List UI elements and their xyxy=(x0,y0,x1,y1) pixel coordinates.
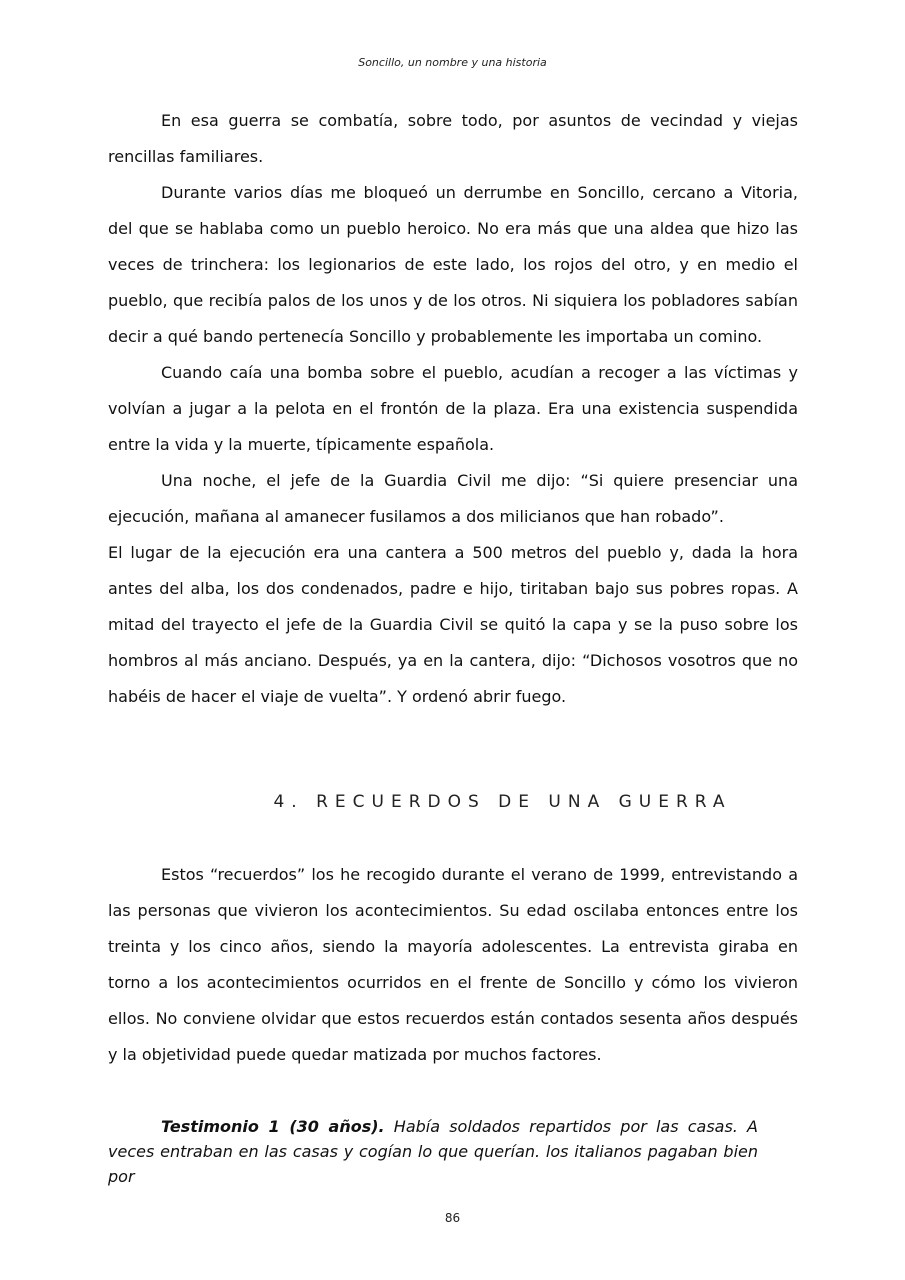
body-text-part1 xyxy=(108,103,798,715)
testimony-paragraph xyxy=(108,1114,758,1189)
testimony-label: Testimonio 1 (30 años). xyxy=(161,1117,385,1136)
paragraph: Una noche, el jefe de la Guardia Civil me dijo: “Si quiere presenciar una ejecución, mañana al amanecer fusilamos a dos milicianos que han robado”. xyxy=(108,471,798,526)
paragraph: Cuando caía una bomba sobre el pueblo, acudían a recoger a las víctimas y volvían a jugar a la pelota en el frontón de la plaza. Era una existencia suspendida entre la vida y la muerte, típicamente española. xyxy=(108,363,798,454)
running-header: Soncillo, un nombre y una historia xyxy=(358,56,547,69)
testimony-block xyxy=(108,1114,758,1189)
paragraph: El lugar de la ejecución era una cantera a 500 metros del pueblo y, dada la hora antes del alba, los dos condenados, padre e hijo, tiritaban bajo sus pobres ropas. A mitad del trayecto el jefe de la Guardia Civil se quitó la capa y se la puso sobre los hombros al más anciano. Después, ya en la cantera, dijo: “Dichosos vosotros que no habéis de hacer el viaje de vuelta”. Y ordenó abrir fuego. xyxy=(108,543,798,706)
body-text-part2 xyxy=(108,857,798,1073)
testimony-text: Había soldados repartidos por las casas. A veces entraban en las casas y cogían lo que querían. los italianos pagaban bien por xyxy=(108,1117,759,1186)
paragraph: En esa guerra se combatía, sobre todo, por asuntos de vecindad y viejas rencillas familiares. xyxy=(108,111,798,166)
section-heading: 4. RECUERDOS DE UNA GUERRA xyxy=(273,792,732,812)
paragraph: Durante varios días me bloqueó un derrumbe en Soncillo, cercano a Vitoria, del que se hablaba como un pueblo heroico. No era más que una aldea que hizo las veces de trinchera: los legionarios de este lado, los rojos del otro, y en medio el pueblo, que recibía palos de los unos y de los otros. Ni siquiera los pobladores sabían decir a qué bando pertenecía Soncillo y probablemente les importaba un comino. xyxy=(108,183,798,346)
paragraph: Estos “recuerdos” los he recogido durante el verano de 1999, entrevistando a las personas que vivieron los acontecimientos. Su edad oscilaba entonces entre los treinta y los cinco años, siendo la mayoría adolescentes. La entrevista giraba en torno a los acontecimientos ocurridos en el frente de Soncillo y cómo los vivieron ellos. No conviene olvidar que estos recuerdos están contados sesenta años después y la objetividad puede quedar matizada por muchos factores. xyxy=(108,865,798,1064)
page-number: 86 xyxy=(444,1211,461,1225)
